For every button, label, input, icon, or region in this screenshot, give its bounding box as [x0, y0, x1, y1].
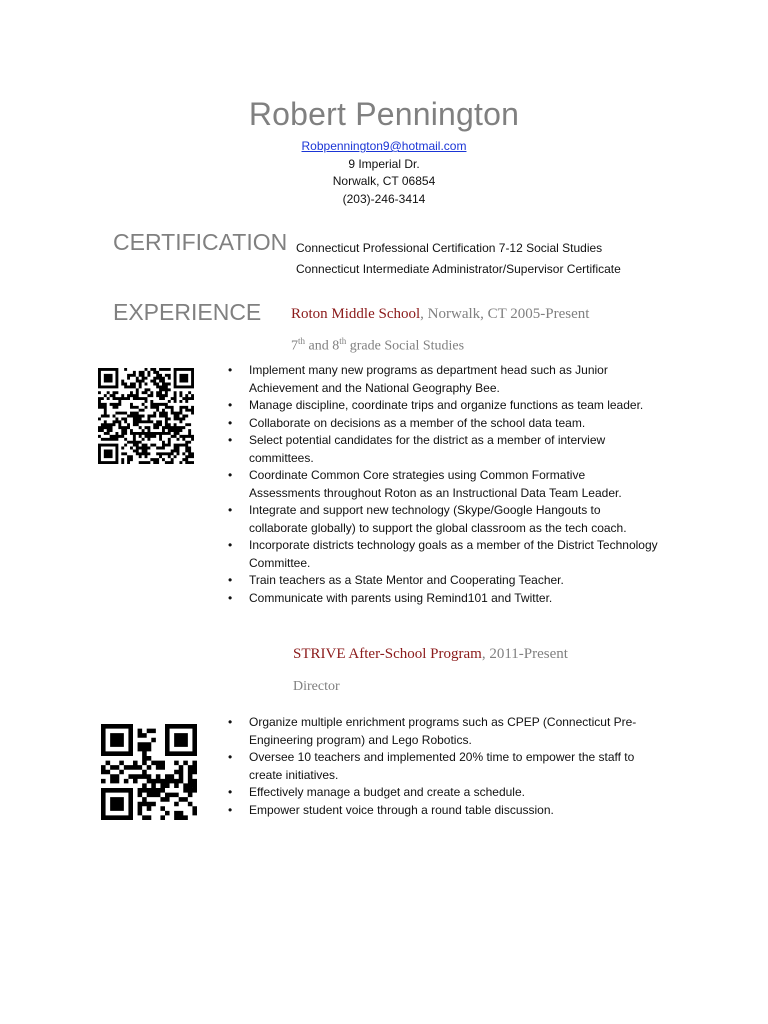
bullet-text: Effectively manage a budget and create a schedule.: [249, 785, 525, 799]
bullet-text: Incorporate districts technology goals as a member of the District Technology Committee.: [249, 538, 658, 570]
list-item: [228, 784, 658, 802]
certification-item: Connecticut Intermediate Administrator/Supervisor Certificate: [296, 262, 621, 276]
bullet-icon: •: [228, 538, 233, 552]
list-item: [228, 502, 658, 537]
bullet-text: Oversee 10 teachers and implemented 20% time to empower the staff to create initiatives.: [249, 750, 635, 782]
contact-block: [0, 138, 768, 208]
list-item: [228, 397, 658, 415]
bullet-text: Train teachers as a State Mentor and Cooperating Teacher.: [249, 573, 564, 587]
qr-code-modules: [98, 368, 194, 464]
certification-heading: CERTIFICATION: [113, 229, 288, 255]
list-item: [228, 714, 658, 749]
list-item: [228, 802, 658, 820]
job-title-roton: [291, 306, 589, 323]
list-item: [228, 537, 658, 572]
list-item: [228, 590, 658, 608]
certification-item: Connecticut Professional Certification 7-12 Social Studies: [296, 241, 603, 255]
experience-heading: EXPERIENCE: [113, 299, 262, 325]
role-text: and 8: [305, 338, 340, 354]
bullet-icon: •: [228, 503, 233, 517]
job-title-strive: [293, 646, 568, 663]
job-org: STRIVE After-School Program: [293, 646, 482, 662]
job-location-dates: , 2011-Present: [481, 646, 568, 662]
email-link[interactable]: Robpennington9@hotmail.com: [301, 139, 467, 153]
bullet-icon: •: [228, 398, 233, 412]
list-item: [228, 432, 658, 467]
bullet-icon: •: [228, 363, 233, 377]
bullet-text: Organize multiple enrichment programs such as CPEP (Connecticut Pre-Engineering program) and Lego Robotics.: [249, 715, 637, 747]
role-superscript: th: [298, 336, 306, 346]
job-location-dates: , Norwalk, CT 2005-Present: [420, 306, 590, 322]
bullet-icon: •: [228, 433, 233, 447]
list-item: [228, 467, 658, 502]
qr-code-modules: [101, 724, 197, 820]
qr-code-icon: [98, 368, 194, 464]
address-line-2: Norwalk, CT 06854: [332, 174, 436, 188]
bullet-icon: •: [228, 468, 233, 482]
bullet-text: Select potential candidates for the district as a member of interview committees.: [249, 433, 606, 465]
bullet-text: Integrate and support new technology (Skype/Google Hangouts to collaborate globally) to support the global classroom as the tech coach.: [249, 503, 627, 535]
role-text: 7: [291, 338, 298, 354]
bullet-icon: •: [228, 715, 233, 729]
bullet-text: Coordinate Common Core strategies using Common Formative Assessments throughout Roton as an Instructional Data Team Leader.: [249, 468, 622, 500]
bullet-icon: •: [228, 785, 233, 799]
bullet-text: Collaborate on decisions as a member of the school data team.: [249, 415, 586, 430]
bullet-icon: •: [228, 573, 233, 587]
address-line-1: 9 Imperial Dr.: [348, 156, 420, 171]
bullet-text: Manage discipline, coordinate trips and organize functions as team leader.: [249, 398, 644, 412]
list-item: [228, 749, 658, 784]
job-role-strive: Director: [293, 679, 340, 694]
job-bullet-list: [228, 362, 658, 607]
phone-number: (203)-246-3414: [342, 191, 426, 206]
list-item: [228, 572, 658, 590]
bullet-icon: •: [228, 590, 233, 605]
resume-name: Robert Pennington: [248, 96, 520, 132]
job-org: Roton Middle School: [291, 306, 421, 322]
job-role-roton: [291, 336, 464, 355]
bullet-text: Implement many new programs as department head such as Junior Achievement and the National Geography Bee.: [249, 363, 608, 395]
bullet-icon: •: [228, 415, 233, 430]
qr-code-icon: [101, 724, 197, 820]
bullet-text: Empower student voice through a round table discussion.: [249, 802, 554, 817]
role-text: grade Social Studies: [346, 338, 465, 354]
certification-list: [296, 238, 621, 280]
bullet-icon: •: [228, 802, 233, 817]
role-superscript: th: [339, 336, 347, 346]
list-item: [228, 362, 658, 397]
bullet-text: Communicate with parents using Remind101 and Twitter.: [249, 590, 553, 605]
list-item: [228, 415, 658, 433]
bullet-icon: •: [228, 750, 233, 764]
job-bullet-list: [228, 714, 658, 819]
